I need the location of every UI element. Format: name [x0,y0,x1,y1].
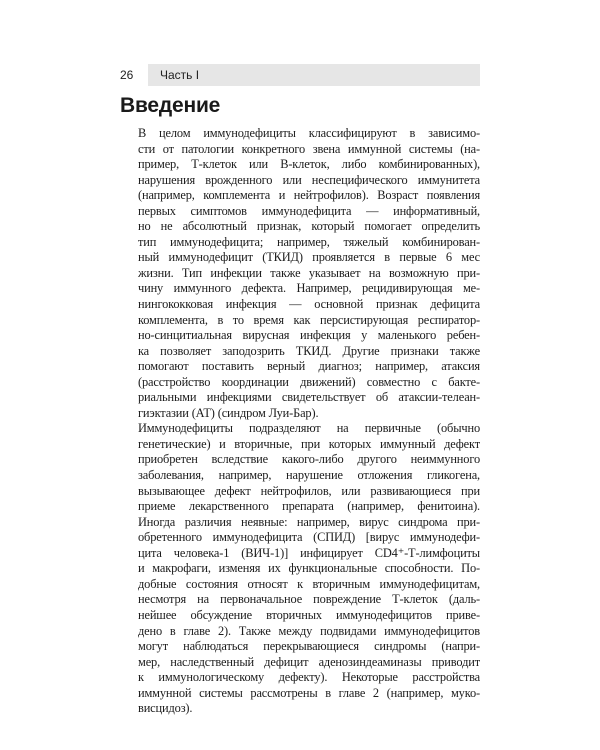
text-line: сти от патологии конкретного звена иммунной системы (на- [138,141,480,156]
text-line: ка позволяет заподозрить ТКИД. Другие признаки также [138,343,480,358]
text-line: нингококковая инфекция — основной признак дефицита [138,297,480,312]
text-line: ный иммунодефицит (ТКИД) проявляется в первые 6 мес [138,250,480,265]
text-line: комплемента, в то время как персистирующая респиратор- [138,312,480,327]
page-number: 26 [120,68,134,82]
text-line: (например, комплемента и нейтрофилов). Возраст появления [138,188,480,203]
body-text [120,126,480,717]
part-label: Часть I [160,68,200,82]
paragraph-2 [120,421,480,716]
text-line: первых симптомов иммунодефицита — информативный, [138,203,480,218]
text-line: несмотря на первоначальное повреждение Т-клеток (даль- [138,592,480,607]
text-line: но не абсолютный признак, который помогает определить [138,219,480,234]
text-line: риальными инфекциями свидетельствует об атаксии-телеан- [138,390,480,405]
text-line: вызывающее дефект нейтрофилов, или развивающиеся при [138,483,480,498]
text-line: (расстройство координации движений) совместно с бакте- [138,374,480,389]
text-line: иммунной системы рассмотрены в главе 2 (например, муко- [138,685,480,700]
text-line: цита человека-1 (ВИЧ-1)] инфицирует CD4⁺-Т-лимфоциты [138,545,480,560]
text-line: пример, Т-клеток или В-клеток, либо комбинированных), [138,157,480,172]
text-line: тип иммунодефицита; например, тяжелый комбинирован- [138,234,480,249]
text-line: нейшее обсуждение вторичных иммунодефицитов приве- [138,607,480,622]
text-line: чину иммунного дефекта. Например, рецидивирующая ме- [138,281,480,296]
text-line: заболевания, например, нарушение отложения гликогена, [138,468,480,483]
text-line: нарушения врожденного или неспецифического иммунитета [138,172,480,187]
text-line: гиэктазии (АТ) (синдром Луи-Бар). [138,405,319,420]
text-line: обретенного иммунодефицита (СПИД) [вирус иммунодефи- [138,530,480,545]
text-line: к иммунологическому дефекту). Некоторые расстройства [138,670,480,685]
text-line: дено в главе 2). Также между подвидами иммунодефицитов [138,623,480,638]
paragraph-1 [120,126,480,421]
text-line: жизни. Тип инфекции также указывает на возможную при- [138,265,480,280]
part-label-bar [148,64,480,86]
text-line: приеме лекарственного препарата (например, фенитоина). [138,499,480,514]
text-line: но-синцитиальная вирусная инфекция у маленького ребен- [138,328,480,343]
text-line: приобретен вследствие какого-либо другого неиммунного [138,452,480,467]
text-line: Иногда различия неявные: например, вирус синдрома при- [138,514,480,529]
text-line: могут наблюдаться перекрывающиеся синдромы (напри- [138,639,480,654]
running-header [120,64,480,86]
text-line: помогают поставить верный диагноз; например, атаксия [138,359,480,374]
text-line: добные состояния относят к вторичным иммунодефицитам, [138,576,480,591]
text-line: Иммунодефициты подразделяют на первичные (обычно [138,421,480,436]
text-line: В целом иммунодефициты классифицируют в зависимо- [138,126,480,140]
text-line: и макрофаги, изменяя их функциональные способности. По- [138,561,480,576]
text-line: висцидоз). [138,701,193,716]
text-line: генетические) и вторичные, при которых иммунный дефект [138,436,480,451]
text-line: мер, наследственный дефицит аденозиндеаминазы приводит [138,654,480,669]
section-title: Введение [120,94,221,117]
